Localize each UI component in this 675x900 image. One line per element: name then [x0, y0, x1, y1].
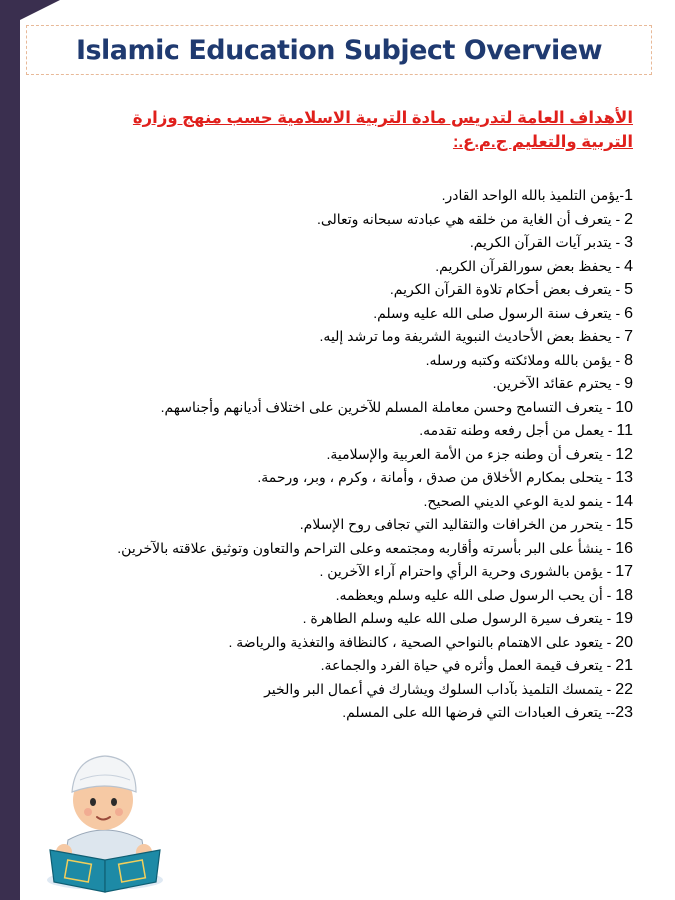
- left-accent-notch: [20, 0, 60, 20]
- objective-number: 2: [624, 210, 633, 228]
- objective-number: 3: [624, 234, 633, 251]
- objective-text: - يحفظ بعض سورالقرآن الكريم.: [435, 257, 625, 274]
- objective-text: - يتعرف بعض أحكام تلاوة القرآن الكريم.: [389, 281, 625, 297]
- objective-number: 14: [615, 492, 633, 510]
- objective-text: - يتدبر آيات القرآن الكريم.: [469, 234, 625, 250]
- left-accent-bar: [0, 0, 20, 900]
- objectives-heading: الأهداف العامة لتدريس مادة التربية الاسلامية حسب منهج وزارة التربية والتعليم ج.م.ع.:: [132, 109, 633, 151]
- objective-number: 23: [615, 704, 633, 721]
- objective-item: [43, 537, 633, 561]
- objective-number: 20: [615, 633, 633, 651]
- objective-text: - يحفظ بعض الأحاديث النبوية الشريفة وما ترشد إليه.: [319, 328, 625, 344]
- objective-item: [43, 560, 633, 584]
- objective-text: - يتعرف التسامح وحسن معاملة المسلم للآخرين على اختلاف أديانهم وأجناسهم.: [160, 398, 616, 415]
- objective-text: - يؤمن بالله وملائكته وكتبه ورسله.: [425, 351, 625, 368]
- objective-text: - يتعود على الاهتمام بالنواحي الصحية ، كالنظافة والتغذية والرياضة .: [228, 633, 616, 650]
- objective-number: 6: [624, 304, 633, 322]
- objective-number: 16: [615, 539, 633, 557]
- objective-item: [43, 584, 633, 608]
- objective-item: [43, 372, 633, 396]
- objective-text: - يحترم عقائد الآخرين.: [492, 375, 625, 391]
- title-frame: [26, 25, 652, 75]
- objective-item: [43, 255, 633, 279]
- page-title: Islamic Education Subject Overview: [75, 34, 603, 66]
- objective-text: - يعمل من أجل رفعه وطنه تقدمه.: [419, 422, 617, 438]
- objective-text: - يتمسك التلميذ بآداب السلوك ويشارك في أعمال البر والخير: [264, 680, 616, 697]
- objective-number: 4: [624, 257, 633, 275]
- objective-text: - يؤمن بالشورى وحرية الرأي واحترام آراء الآخرين .: [319, 563, 616, 579]
- objective-number: 12: [615, 445, 633, 463]
- objective-item: [43, 325, 633, 349]
- objective-number: 17: [615, 563, 633, 580]
- objective-item: [43, 184, 633, 208]
- objective-number: 13: [615, 469, 633, 486]
- objective-item: [43, 278, 633, 302]
- objective-item: [43, 466, 633, 490]
- objectives-list: [43, 184, 633, 725]
- objective-text: - يتعرف أن وطنه جزء من الأمة العربية والإسلامية.: [326, 445, 616, 462]
- objective-item: [43, 701, 633, 725]
- objective-text: - ينشأ على البر بأسرته وأقاربه ومجتمعه وعلى التراحم والتعاون وتوثيق علاقته بالآخرين.: [117, 539, 616, 556]
- objective-item: [43, 607, 633, 631]
- objective-item: [43, 396, 633, 420]
- objective-number: 9: [624, 375, 633, 392]
- objective-item: [43, 513, 633, 537]
- objective-text: - يتعرف سنة الرسول صلى الله عليه وسلم.: [373, 304, 625, 321]
- objective-item: [43, 654, 633, 678]
- left-cheek: [84, 808, 92, 816]
- objective-item: [43, 302, 633, 326]
- objective-item: [43, 349, 633, 373]
- objective-number: 1: [624, 187, 633, 204]
- objective-number: 21: [615, 657, 633, 674]
- objective-number: 15: [615, 516, 633, 533]
- objective-text: - يتحرر من الخرافات والتقاليد التي تجافى روح الإسلام.: [299, 516, 616, 532]
- objective-number: 11: [616, 422, 633, 439]
- objective-text: - ينمو لدية الوعي الديني الصحيح.: [423, 492, 616, 509]
- objective-item: [43, 678, 633, 702]
- objective-text: -يؤمن التلميذ بالله الواحد القادر.: [441, 187, 625, 203]
- objective-text: - يتحلى بمكارم الأخلاق من صدق ، وأمانة ، وكرم ، وبر، ورحمة.: [257, 469, 616, 485]
- kufi-cap: [72, 756, 136, 792]
- right-eye: [111, 798, 117, 806]
- objective-text: - يتعرف قيمة العمل وأثره في حياة الفرد والجماعة.: [320, 657, 616, 673]
- objective-item: [43, 443, 633, 467]
- objective-number: 8: [624, 351, 633, 369]
- objective-item: [43, 490, 633, 514]
- objective-text: -- يتعرف العبادات التي فرضها الله على المسلم.: [342, 704, 616, 720]
- objective-item: [43, 631, 633, 655]
- objective-number: 18: [615, 586, 633, 604]
- child-reading-quran-illustration: [30, 740, 180, 895]
- objective-number: 5: [624, 281, 633, 298]
- objective-number: 10: [615, 398, 633, 416]
- objective-item: [43, 208, 633, 232]
- right-cheek: [115, 808, 123, 816]
- objective-number: 7: [624, 328, 633, 345]
- objective-text: - أن يحب الرسول صلى الله عليه وسلم ويعظمه.: [335, 586, 616, 603]
- objective-item: [43, 419, 633, 443]
- objective-number: 22: [615, 680, 633, 698]
- objective-number: 19: [615, 610, 633, 627]
- objective-text: - يتعرف أن الغاية من خلقه هي عبادته سبحانه وتعالى.: [316, 210, 625, 227]
- left-eye: [90, 798, 96, 806]
- objective-item: [43, 231, 633, 255]
- objective-text: - يتعرف سيرة الرسول صلى الله عليه وسلم الطاهرة .: [302, 610, 616, 626]
